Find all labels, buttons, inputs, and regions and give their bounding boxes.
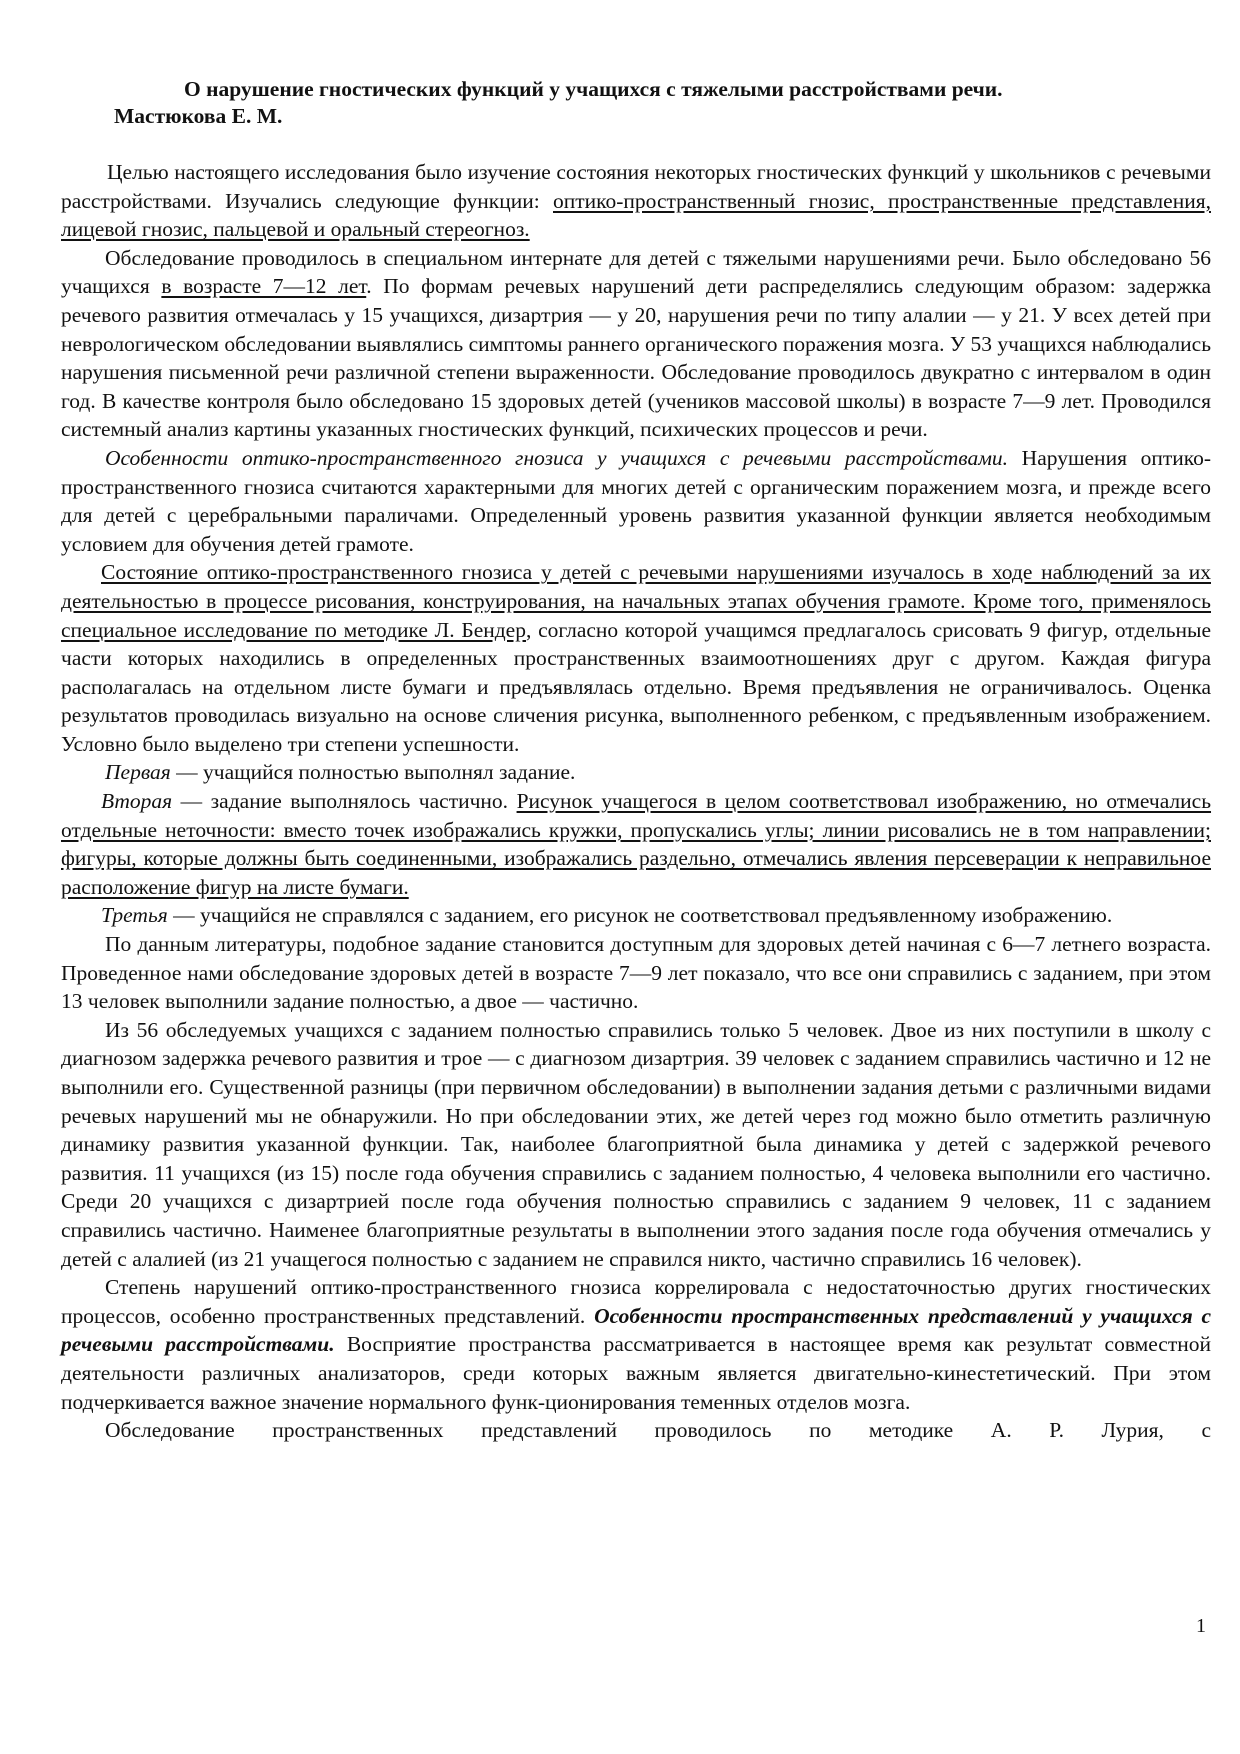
paragraph-aim [61,158,1211,244]
paragraph-text: Восприятие пространства рассматривается в настоящее время как результат совместной деятельности различных анализаторов, среди которых важным является двигательно-кинестетический. При этом подчеркивается важное значение нормального функ-ционирования теменных отделов мозга. [61,1332,1212,1414]
underlined-text: Состояние оптико-пространственного гнозиса у детей с речевыми нарушениями изучалось в ходе наблюдений за их деятельностью в процессе рисования, конструирования, на начальных этапах обучения грамоте. Кроме того, применялось специальное исследование по методике Л. Бендер [61,560,1211,642]
paragraph-text: Степень нарушений оптико-пространственного гнозиса коррелировала с недостаточностью других гностических процессов, особенно пространственных представлений. [61,1275,1211,1328]
title-block [114,76,1214,130]
paragraph-text: Нарушения оптико-пространственного гнозиса считаются характерными для многих детей с органическим поражением мозга, и прежде всего для детей с церебральными параличами. Определенный уровень развития указанной функции является необходимым условием для обучения детей грамоте. [61,445,1211,556]
degree-label: Третья [101,903,168,928]
underlined-text: оптико-пространственный гнозис, пространственные представления, лицевой гнозис, пальцевой и оральный стереогноз. [61,188,1211,242]
underlined-text: в возрасте 7—12 лет [161,274,367,299]
article-title: О нарушение гностических функций у учащихся с тяжелыми расстройствами речи. [184,77,1003,101]
degree-label: Вторая [101,789,173,814]
paragraph-text: Целью настоящего исследования было изучение состояния некоторых гностических функций у школьников с речевыми расстройствами. Изучались следующие функции: [61,160,1211,213]
paragraph-degree-second [61,787,1211,901]
underlined-text: Рисунок учащегося в целом соответствовал изображению, но отмечались отдельные неточности: вместо точек изображались кружки, пропускались углы; линии рисовались не в том направлении; фигуры, которые должны быть соединенными, изображались раздельно, отмечались явления персеверации к неправильное расположение фигур на листе бумаги. [61,789,1212,899]
paragraph-degree-third [61,901,1211,930]
article-body [61,158,1211,1445]
paragraph-text: . По формам речевых нарушений дети распределялись следующим образом: задержка речевого развития отмечалась у 15 учащихся, дизартрия — у 20, нарушения речи по типу алалии — у 21. У всех детей при неврологическом обследовании выявлялись симптомы раннего органического поражения мозга. У 53 учащихся наблюдались нарушения письменной речи различной степени выраженности. Обследование проводилось двукратно с интервалом в один год. В качестве контроля было обследовано 15 здоровых детей (учеников массовой школы) в возрасте 7—9 лет. Проводился системный анализ картины указанных гностических функций, психических процессов и речи. [61,274,1211,442]
section-heading-bold-italic: Особенности пространственных представлений у учащихся с речевыми расстройствами. [61,1303,1211,1357]
paragraph-optical-spatial-gnosis [61,444,1211,558]
paragraph-degree-first [61,758,1211,787]
degree-label: Первая [105,760,171,785]
paragraph-study-group [61,244,1211,444]
paragraph-text: — задание выполнялось частично. [172,789,517,814]
page-number: 1 [1196,1615,1206,1637]
paragraph-text: — учащийся не справлялся с заданием, его рисунок не соответствовал предъявленному изображению. [167,903,1113,928]
paragraph-luria-method: Обследование пространственных представлений проводилось по методике А. Р. Лурия, с [105,1418,1211,1443]
paragraph-bender-method [61,558,1211,758]
paragraph-results: Из 56 обследуемых учащихся с заданием полностью справились только 5 человек. Двое из них поступили в школу с диагнозом задержка речевого развития и трое — с диагнозом дизартрия. 39 человек с заданием справились частично и 12 не выполнили его. Существенной разницы (при первичном обследовании) в выполнении задания детьми с различными видами речевых нарушений мы не обнаружили. Но при обследовании этих, же детей через год можно было отметить различную динамику развития указанной функции. Так, наиболее благоприятной была динамика у детей с задержкой речевого развития. 11 учащихся (из 15) после года обучения справились с заданием полностью, 4 человека выполнили его частично. Среди 20 учащихся с дизартрией после года обучения полностью справились с заданием 9 человек, 11 с заданием справились частично. Наименее благоприятные результаты в выполнении этого задания после года обучения отмечались у детей с алалией (из 21 учащегося полностью с заданием не справился никто, частично справились 16 человек). [61,1017,1211,1271]
paragraph-literature: По данным литературы, подобное задание становится доступным для здоровых детей начиная с 6—7 летнего возраста. Проведенное нами обследование здоровых детей в возрасте 7—9 лет показало, что все они справились с заданием, при этом 13 человек выполнили задание полностью, а двое — частично. [61,932,1211,1014]
paragraph-text: , согласно которой учащимся предлагалось срисовать 9 фигур, отдельные части которых находились в определенных пространственных взаимоотношениях друг с другом. Каждая фигура располагалась на отдельном листе бумаги и предъявлялась отдельно. Время предъявления не ограничивалось. Оценка результатов проводилась визуально на основе сличения рисунка, выполненного ребенком, с предъявленным изображением. Условно было выделено три степени успешности. [61,617,1211,756]
section-heading-italic: Особенности оптико-пространственного гнозиса у учащихся с речевыми расстройствами. [105,445,1009,470]
paragraph-spatial-representations [61,1273,1211,1416]
article-author: Мастюкова Е. М. [114,104,283,128]
paragraph-text: Обследование проводилось в специальном интернате для детей с тяжелыми нарушениями речи. Было обследовано 56 учащихся [61,245,1211,299]
paragraph-text: — учащийся полностью выполнял задание. [170,760,576,785]
